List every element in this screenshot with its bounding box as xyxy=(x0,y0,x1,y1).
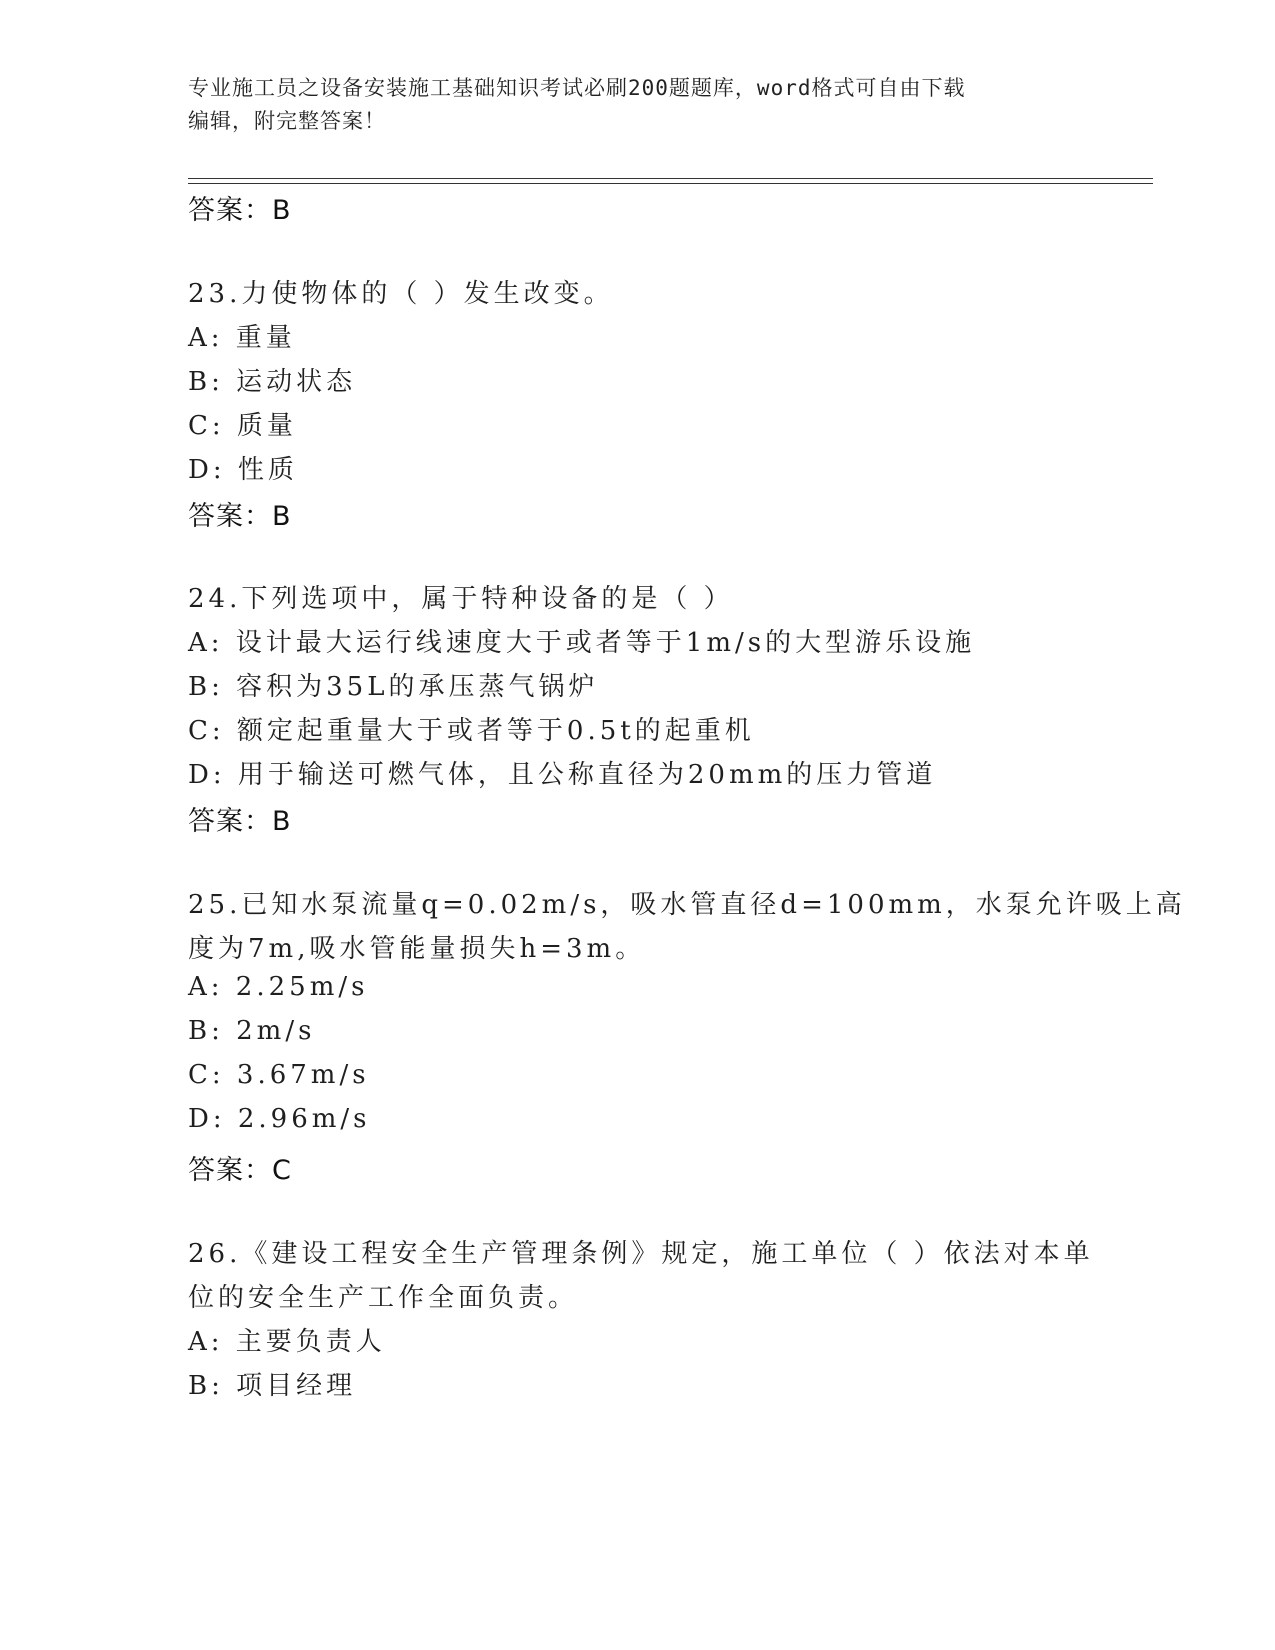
question-stem: 24.下列选项中，属于特种设备的是（ ） xyxy=(188,584,734,614)
option-b: B: 运动状态 xyxy=(188,367,357,397)
question-stem: 23.力使物体的（ ）发生改变。 xyxy=(188,279,614,309)
option-a: A: 重量 xyxy=(188,323,296,353)
option-d: D: 性质 xyxy=(188,455,298,485)
question-stem-line-1: 25.已知水泵流量q=0.02m/s，吸水管直径d=100mm，水泵允许吸上高 xyxy=(188,890,1186,920)
header-divider-top xyxy=(188,178,1153,179)
question-stem-line-2: 度为7m,吸水管能量损失h=3m。 xyxy=(188,934,646,964)
option-a: A: 2.25m/s xyxy=(188,972,369,1002)
option-c: C: 质量 xyxy=(188,411,297,441)
option-a: A: 主要负责人 xyxy=(188,1327,386,1357)
header-divider-bottom xyxy=(188,183,1153,184)
option-b: B: 项目经理 xyxy=(188,1371,357,1401)
option-a: A: 设计最大运行线速度大于或者等于1m/s的大型游乐设施 xyxy=(188,628,976,658)
document-header xyxy=(188,72,1068,138)
header-title-line-2: 编辑，附完整答案！ xyxy=(188,109,386,133)
question-stem-line-1: 26.《建设工程安全生产管理条例》规定，施工单位（ ）依法对本单 xyxy=(188,1239,1094,1269)
option-d: D: 2.96m/s xyxy=(188,1104,371,1134)
option-c: C: 额定起重量大于或者等于0.5t的起重机 xyxy=(188,716,755,746)
header-title-line-1: 专业施工员之设备安装施工基础知识考试必刷200题题库，word格式可自由下载 xyxy=(188,76,966,100)
option-c: C: 3.67m/s xyxy=(188,1060,370,1090)
answer-q23: 答案：B xyxy=(188,501,292,532)
question-stem-line-2: 位的安全生产工作全面负责。 xyxy=(188,1283,579,1313)
option-b: B: 容积为35L的承压蒸气锅炉 xyxy=(188,672,599,702)
answer-q22: 答案：B xyxy=(188,195,292,226)
answer-q25: 答案：C xyxy=(188,1155,292,1186)
option-d: D: 用于输送可燃气体，且公称直径为20mm的压力管道 xyxy=(188,760,937,790)
option-b: B: 2m/s xyxy=(188,1016,316,1046)
answer-q24: 答案：B xyxy=(188,806,292,837)
